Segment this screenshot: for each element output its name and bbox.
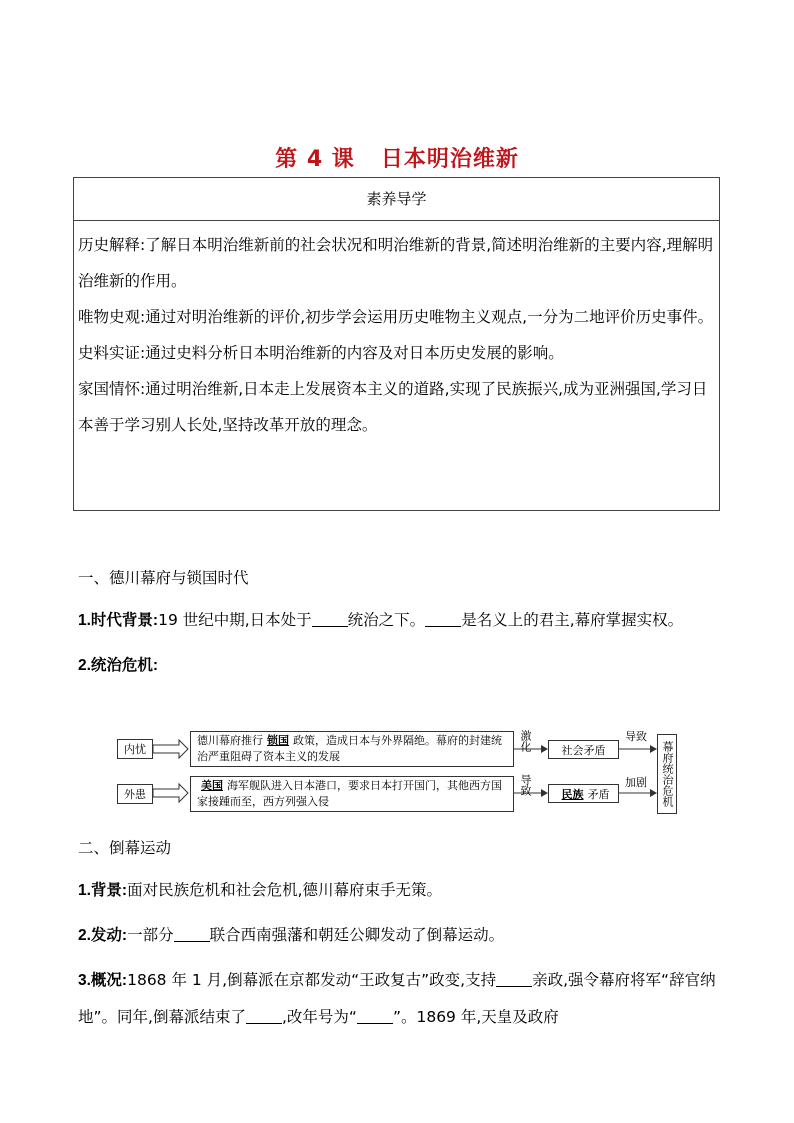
question-3 [78,962,718,1035]
section-1 [78,560,718,684]
literacy-item: 史料实证:通过史料分析日本明治维新的内容及对日本历史发展的影响。 [78,344,564,362]
crisis-diagram [117,730,687,822]
external-label: 外患 [117,784,153,804]
lesson-number: 第 4 课 [275,147,355,172]
arrow-label-text: 导致 [625,730,647,743]
question-1 [78,872,718,909]
internal-label: 内忧 [117,739,153,759]
question-label: 1.背景: [78,882,128,899]
answer-blank[interactable] [496,971,532,988]
result-text: 幕府统治危机 [661,741,674,807]
question-text: 面对民族危机和社会危机,德川幕府束手无策。 [127,881,443,899]
external-cause-box [190,776,514,812]
lesson-name: 日本明治维新 [380,147,519,172]
literacy-heading: 素养导学 [74,178,719,221]
filled-answer: 锁国 [267,734,289,747]
question-text: 亲政,强令幕府将军“辞官纳地”。同年,倒幕派结束了 [78,971,716,1026]
national-conflict-box [548,784,619,803]
question-text: 是名义上的君主,幕府掌握实权。 [461,611,684,629]
arrow-label: 导致 [519,774,532,796]
section-2-heading: 二、倒幕运动 [78,839,172,857]
question-label: 3.概况: [78,972,128,989]
question-text: 统治之下。 [347,611,426,629]
cause-text: 德川幕府推行 [197,734,263,747]
result-box [657,734,677,814]
question-text: 一部分 [127,926,174,944]
question-1 [78,602,718,639]
literacy-item: 家国情怀:通过明治维新,日本走上发展资本主义的道路,实现了民族振兴,成为亚洲强国,学习日本善于学习别人长处,坚持改革开放的理念。 [78,380,708,434]
filled-answer: 美国 [201,779,223,792]
page-title [0,142,794,173]
internal-cause-box [190,731,514,767]
arrow-label: 激化 [519,730,532,752]
section-1-heading: 一、德川幕府与锁国时代 [78,569,249,587]
social-conflict-box: 社会矛盾 [548,740,619,759]
filled-answer: 民族 [561,787,584,801]
question-text: 1868 年 1 月,倒幕派在京都发动“王政复古”政变,支持 [127,971,497,989]
literacy-body [74,221,719,443]
question-2 [78,917,718,954]
answer-blank[interactable] [246,1008,282,1025]
cause-text: 政策，造成日本与外界隔绝。幕府的封建统治严重阻碍了资本主义的发展 [197,734,502,763]
answer-blank[interactable] [357,1008,393,1025]
literacy-item: 唯物史观:通过对明治维新的评价,初步学会运用历史唯物主义观点,一分为二地评价历史事件。 [78,308,714,326]
arrow-shape [153,784,188,802]
arrow-shape [153,740,188,758]
arrow-label [625,774,647,790]
question-label: 2.统治危机: [78,657,159,674]
question-2 [78,647,718,684]
conflict-suffix: 矛盾 [587,787,610,801]
cause-text: 海军舰队进入日本港口，要求日本打开国门，其他西方国家接踵而至，西方列强入侵 [197,779,502,808]
question-label: 2.发动: [78,927,128,944]
answer-blank[interactable] [312,611,348,628]
question-text: ,改年号为“ [281,1008,357,1026]
literacy-box [73,177,720,511]
question-text: ”。1869 年,天皇及政府 [392,1008,559,1026]
question-text: 19 世纪中期,日本处于 [158,611,312,629]
question-label: 1.时代背景: [78,612,159,629]
arrow-label-text: 加剧 [625,776,647,789]
answer-blank[interactable] [425,611,461,628]
literacy-item: 历史解释:了解日本明治维新前的社会状况和明治维新的背景,简述明治维新的主要内容,理解明治维新的作用。 [78,236,714,290]
answer-blank[interactable] [174,926,210,943]
question-text: 联合西南强藩和朝廷公卿发动了倒幕运动。 [209,926,505,944]
arrow-label [625,728,647,744]
section-2 [78,830,718,1035]
